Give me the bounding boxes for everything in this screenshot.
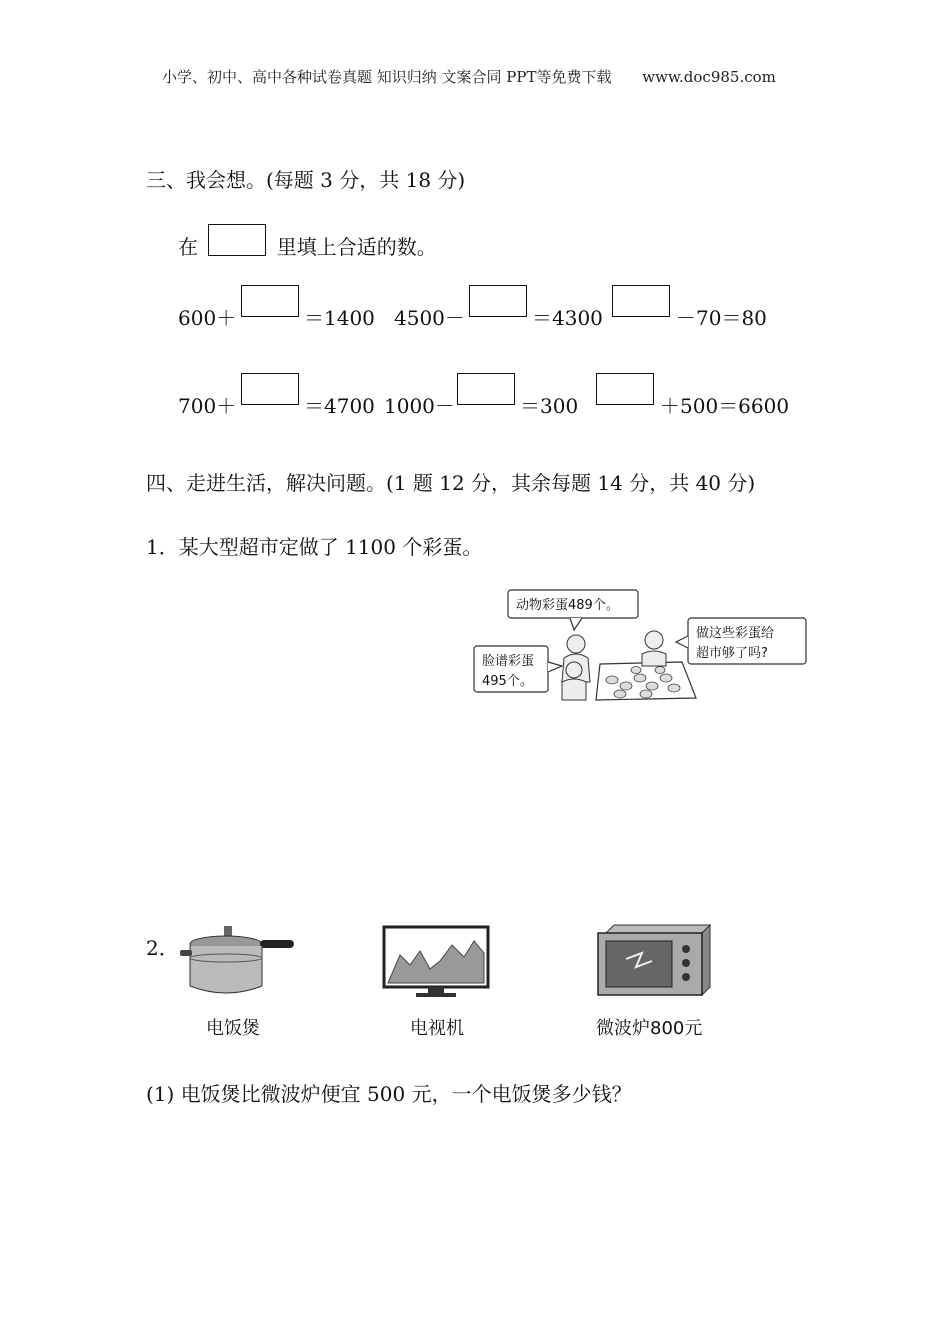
eq5-right: ＝300 xyxy=(520,394,579,418)
answer-box[interactable] xyxy=(241,373,299,405)
microwave-icon xyxy=(596,923,712,1003)
q2-sub1: (1) 电饭煲比微波炉便宜 500 元，一个电饭煲多少钱？ xyxy=(146,1082,632,1106)
bubble-left-line1: 脸谱彩蛋 xyxy=(482,654,535,669)
item-label-rice-cooker: 电饭煲 xyxy=(206,1018,260,1039)
header-text: 小学、初中、高中各种试卷真题 知识归纳 文案合同 PPT等免费下载 xyxy=(162,68,612,86)
instruction-after: 里填上合适的数。 xyxy=(276,235,437,259)
bubble-right-line1: 做这些彩蛋给 xyxy=(696,626,775,641)
section3-title: 三、我会想。(每题 3 分，共 18 分) xyxy=(146,168,466,192)
answer-box-sample xyxy=(208,224,266,256)
bubble-right-line2: 超市够了吗? xyxy=(696,646,768,661)
answer-box[interactable] xyxy=(241,285,299,317)
q1-text: 1．某大型超市定做了 1100 个彩蛋。 xyxy=(146,535,483,559)
eq1-left: 600＋ xyxy=(178,306,237,330)
eq2-right: ＝4300 xyxy=(532,306,603,330)
eq4-right: ＝4700 xyxy=(304,394,375,418)
eq2-left: 4500－ xyxy=(394,306,465,330)
answer-box[interactable] xyxy=(469,285,527,317)
item-label-microwave: 微波炉800元 xyxy=(596,1018,703,1039)
answer-box[interactable] xyxy=(596,373,654,405)
item-label-tv: 电视机 xyxy=(410,1018,464,1039)
eq3-right: －70＝80 xyxy=(676,306,767,330)
instruction-before: 在 xyxy=(178,235,198,259)
page-header xyxy=(162,66,776,87)
answer-box[interactable] xyxy=(612,285,670,317)
tv-icon xyxy=(382,925,492,1001)
eq4-left: 700＋ xyxy=(178,394,237,418)
bubble-left-line2: 495个。 xyxy=(482,674,533,689)
section4-title: 四、走进生活，解决问题。(1 题 12 分，其余每题 14 分，共 40 分) xyxy=(146,471,756,495)
answer-box[interactable] xyxy=(457,373,515,405)
eq5-left: 1000－ xyxy=(384,394,455,418)
eq6-right: ＋500＝6600 xyxy=(660,394,790,418)
eq1-right: ＝1400 xyxy=(304,306,375,330)
header-site: www.doc985.com xyxy=(642,68,776,86)
q2-number: 2． xyxy=(146,936,179,960)
section3-instruction xyxy=(178,224,437,260)
pressure-cooker-icon xyxy=(176,924,296,1000)
easter-eggs-illustration xyxy=(470,586,810,704)
bubble-top-text: 动物彩蛋489个。 xyxy=(516,598,619,613)
